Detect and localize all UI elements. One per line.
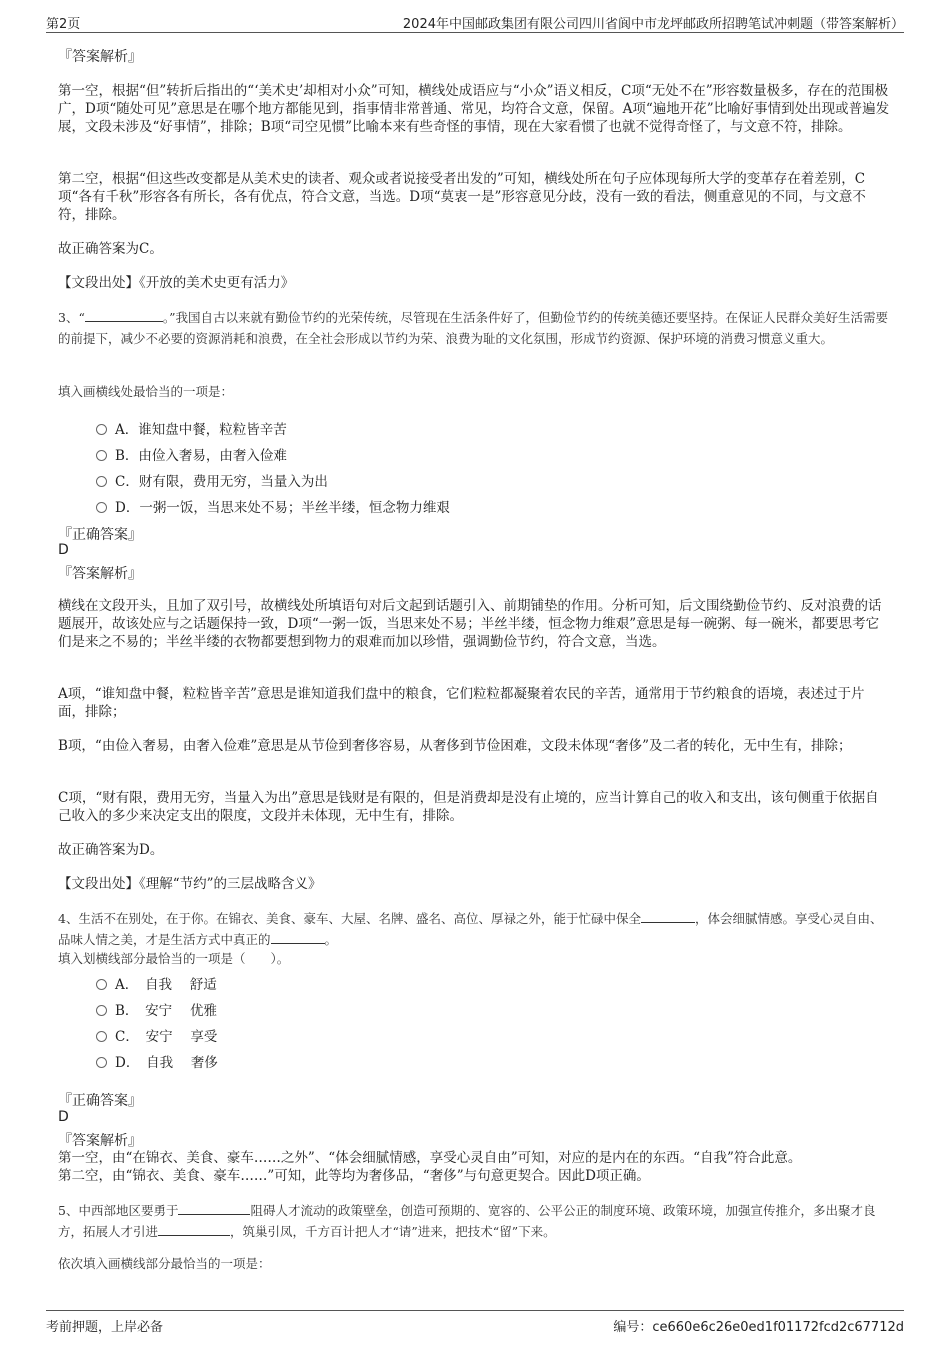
- radio-button[interactable]: [96, 476, 107, 487]
- q3-analysis-c: C项，“财有限，费用无穷，当量入为出”意思是钱财是有限的，但是消费却是没有止境的，应当计算自己的收入和支出，该句侧重于依据自己收入的多少来决定支出的限度，文段并未体现，无中生有，排除。: [58, 790, 879, 824]
- q2-analysis-para2: 第二空，根据“但这些改变都是从美术史的读者、观众或者说接受者出发的”可知，横线处所在句子应体现每所大学的变革存在着差别，C项“各有千秋”形容各有所长，各有优点，符合文意，当选。D项“莫衷一是”形容意见分歧，没有一致的看法，侧重意见的不同，与文意不符，排除。: [58, 171, 866, 223]
- q3-conclusion: 故正确答案为D。: [58, 842, 164, 858]
- q3-correct-label: 『正确答案』: [58, 527, 142, 543]
- q4-correct-label: 『正确答案』: [58, 1093, 142, 1109]
- radio-button[interactable]: [96, 1005, 107, 1016]
- q4-prompt: 填入划横线部分最恰当的一项是（ ）。: [58, 951, 290, 966]
- q4-correct-answer: D: [58, 1109, 69, 1125]
- q5-blank-2: [158, 1223, 230, 1236]
- q2-source: 【文段出处】《开放的美术史更有活力》: [58, 275, 295, 291]
- document-title: 2024年中国邮政集团有限公司四川省阆中市龙坪邮政所招聘笔试冲刺题（带答案解析）: [402, 17, 904, 32]
- radio-button[interactable]: [96, 450, 107, 461]
- radio-button[interactable]: [96, 1057, 107, 1068]
- radio-button[interactable]: [96, 424, 107, 435]
- q3-analysis-a: A项，“谁知盘中餐，粒粒皆辛苦”意思是谁知道我们盘中的粮食，它们粒粒都凝聚着农民的辛苦，通常用于节约粮食的语境，表述过于片面，排除；: [58, 686, 865, 720]
- q4-blank-1: [641, 910, 695, 923]
- footer-id: 编号：ce660e6c26e0ed1f01172fcd2c67712d: [613, 1320, 904, 1335]
- q4-analysis-label: 『答案解析』: [58, 1133, 142, 1149]
- radio-button[interactable]: [96, 979, 107, 990]
- q2-analysis-label: 『答案解析』: [58, 49, 142, 65]
- q2-analysis-para1: 第一空，根据“但”转折后指出的“‘美术史’却相对小众”可知，横线处成语应与“小众”语义相反，C项“无处不在”形容数量极多，存在的范围极广，D项“随处可见”意思是在哪个地方都能见到，指事情非常普通、常见，均符合文意，保留。A项“遍地开花”比喻好事情到处出现或普遍发展，文段未涉及“好事情”，排除；B项“司空见惯”比喻本来有些奇怪的事情，现在大家看惯了也就不觉得奇怪了，与文意不符，排除。: [58, 83, 890, 135]
- q3-correct-answer: D: [58, 542, 69, 558]
- q4-option-a[interactable]: A． 自我 舒适: [96, 973, 217, 993]
- radio-button[interactable]: [96, 1031, 107, 1042]
- q2-conclusion: 故正确答案为C。: [58, 241, 163, 257]
- radio-button[interactable]: [96, 502, 107, 513]
- page-footer: [46, 1310, 904, 1335]
- q3-prompt: 填入画横线处最恰当的一项是：: [58, 384, 234, 399]
- q4-analysis-2: 第二空，由“锦衣、美食、豪车……”可知，此等均为奢侈品，“奢侈”与句意更契合。因此D项正确。: [58, 1168, 650, 1184]
- q3-analysis-label: 『答案解析』: [58, 566, 142, 582]
- q4-option-c[interactable]: C． 安宁 享受: [96, 1025, 217, 1045]
- q3-stem: 3、“ 。”我国自古以来就有勤俭节约的光荣传统，尽管现在生活条件好了，但勤俭节约的传统美德还要坚持。在保证人民群众美好生活需要的前提下，减少不必要的资源消耗和浪费，在全社会形成以节约为荣、浪费为耻的文化氛围，形成节约资源、保护环境的消费习惯意义重大。: [58, 310, 888, 346]
- q4-blank-2: [271, 931, 325, 944]
- q3-option-b[interactable]: B．由俭入奢易，由奢入俭难: [96, 444, 287, 464]
- q3-blank: [85, 309, 163, 322]
- q3-option-d[interactable]: D．一粥一饭，当思来处不易；半丝半缕，恒念物力维艰: [96, 496, 450, 516]
- q4-option-b[interactable]: B． 安宁 优雅: [96, 999, 217, 1019]
- q4-analysis-1: 第一空，由“在锦衣、美食、豪车……之外”、“体会细腻情感，享受心灵自由”可知，对应的是内在的东西。“自我”符合此意。: [58, 1150, 802, 1166]
- q5-blank-1: [178, 1202, 250, 1215]
- page-header: [46, 10, 904, 33]
- q3-analysis-b: B项，“由俭入奢易，由奢入俭难”意思是从节俭到奢侈容易，从奢侈到节俭困难，文段未体现“奢侈”及二者的转化，无中生有，排除；: [58, 738, 852, 754]
- q5-stem: 5、中西部地区要勇于 阻碍人才流动的政策壁垒，创造可预期的、宽容的、公平公正的制度环境、政策环境，加强宣传推介，多出聚才良方，拓展人才引进 ，筑巢引凤，千方百计把人才“请”进来，把技术“留”下来。: [58, 1203, 876, 1239]
- q3-analysis-para1: 横线在文段开头，且加了双引号，故横线处所填语句对后文起到话题引入、前期铺垫的作用。分析可知，后文围绕勤俭节约、反对浪费的话题展开，故该处应与之话题保持一致，D项“一粥一饭，当思来处不易；半丝半缕，恒念物力维艰”意思是每一碗粥、每一碗米，都要思考它们是来之不易的；半丝半缕的衣物都要想到物力的艰难而加以珍惜，强调勤俭节约，符合文意，当选。: [58, 598, 882, 650]
- q4-stem: 4、生活不在别处，在于你。在锦衣、美食、豪车、大屋、名牌、盛名、高位、厚禄之外，能于忙碌中保全 ，体会细腻情感。享受心灵自由、品味人情之美，才是生活方式中真正的 。: [58, 911, 883, 947]
- q3-option-a[interactable]: A．谁知盘中餐，粒粒皆辛苦: [96, 418, 287, 438]
- q5-prompt: 依次填入画横线部分最恰当的一项是：: [58, 1256, 271, 1271]
- page-number: 第2页: [46, 17, 81, 32]
- q3-option-c[interactable]: C．财有限，费用无穷，当量入为出: [96, 470, 328, 490]
- q3-source: 【文段出处】《理解“节约”的三层战略含义》: [58, 876, 322, 892]
- q4-option-d[interactable]: D． 自我 奢侈: [96, 1051, 218, 1071]
- footer-slogan: 考前押题，上岸必备: [46, 1320, 164, 1335]
